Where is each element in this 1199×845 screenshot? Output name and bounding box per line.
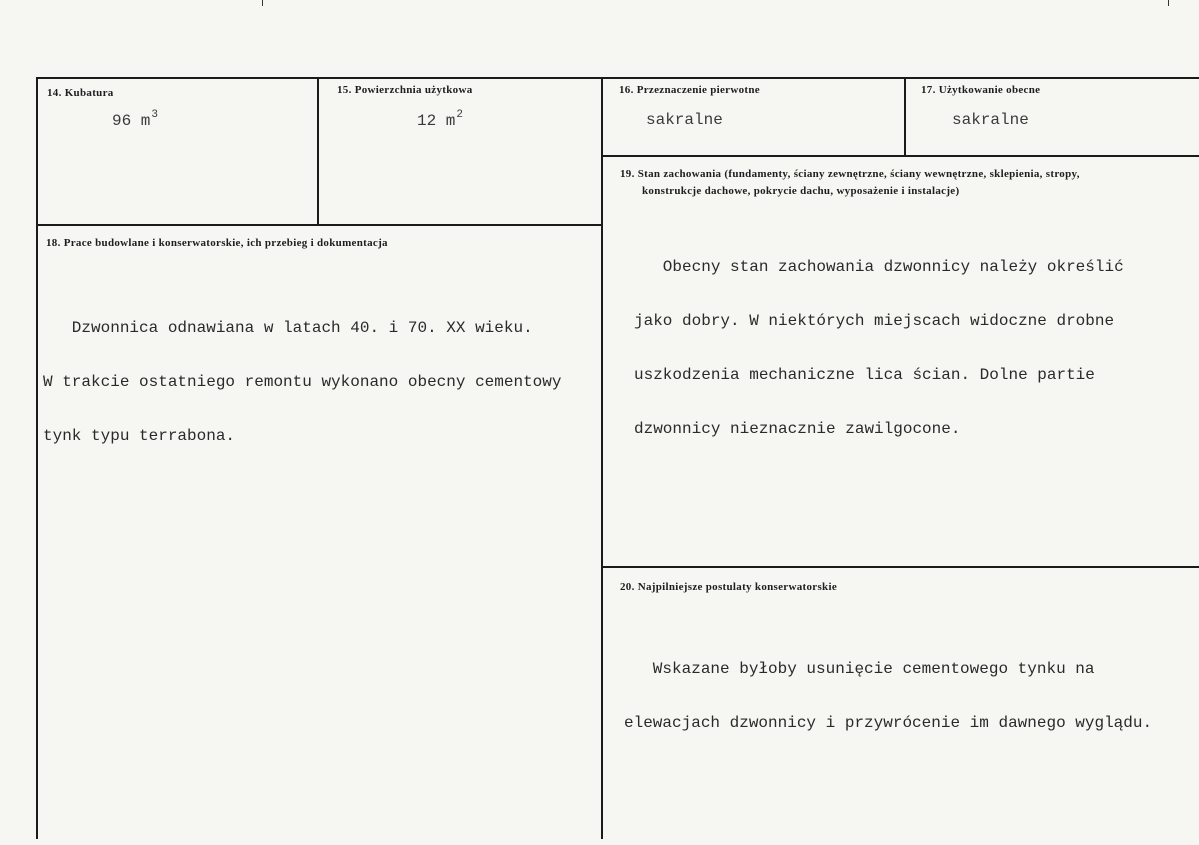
- field-18-text: [43, 283, 561, 463]
- field-19-label-line: konstrukcje dachowe, pokrycie dachu, wyposażenie i instalacje): [642, 185, 960, 197]
- text-line: tynk typu terrabona.: [43, 427, 236, 445]
- field-16-value: sakralne: [646, 111, 723, 129]
- top-tick: [1168, 0, 1169, 6]
- text-line: Wskazane byłoby usunięcie cementowego tynku na: [624, 660, 1095, 678]
- field-15-label: 15. Powierzchnia użytkowa: [337, 84, 473, 96]
- form-left-border: [36, 77, 38, 839]
- text-line: Obecny stan zachowania dzwonnicy należy określić: [634, 258, 1124, 276]
- top-tick: [262, 0, 263, 6]
- field-17-value: sakralne: [952, 111, 1029, 129]
- field-20-text: [624, 624, 1152, 750]
- field-14-value: 96 $m^3$: [112, 109, 159, 130]
- field-15-value: 12 $m^2$: [417, 109, 464, 130]
- text-line: jako dobry. W niektórych miejscach widoczne drobne: [634, 312, 1115, 330]
- field-19-text: [634, 222, 1124, 456]
- text-line: Dzwonnica odnawiana w latach 40. i 70. XX wieku.: [43, 319, 533, 337]
- text-line: elewacjach dzwonnicy i przywrócenie im dawnego wyglądu.: [624, 714, 1153, 732]
- field-19-label-line: 19. Stan zachowania (fundamenty, ściany zewnętrzne, ściany wewnętrzne, sklepienia, stropy,: [620, 168, 1080, 180]
- text-line: dzwonnicy nieznacznie zawilgocone.: [634, 420, 961, 438]
- field-18-label: 18. Prace budowlane i konserwatorskie, ich przebieg i dokumentacja: [46, 237, 388, 249]
- divider-16-19: [603, 155, 1199, 157]
- field-19-label: [620, 166, 1080, 200]
- divider-19-20: [603, 566, 1199, 568]
- divider-center: [601, 77, 603, 839]
- field-20-label: 20. Najpilniejsze postulaty konserwatorskie: [620, 581, 838, 593]
- divider-14-18: [36, 224, 603, 226]
- divider-14-15: [317, 77, 319, 226]
- divider-16-17: [904, 77, 906, 157]
- field-14-label: 14. Kubatura: [47, 87, 114, 99]
- text-line: W trakcie ostatniego remontu wykonano obecny cementowy: [43, 373, 562, 391]
- form-top-border: [36, 77, 1199, 79]
- field-16-label: 16. Przeznaczenie pierwotne: [619, 84, 760, 96]
- text-line: uszkodzenia mechaniczne lica ścian. Dolne partie: [634, 366, 1095, 384]
- field-17-label: 17. Użytkowanie obecne: [921, 84, 1041, 96]
